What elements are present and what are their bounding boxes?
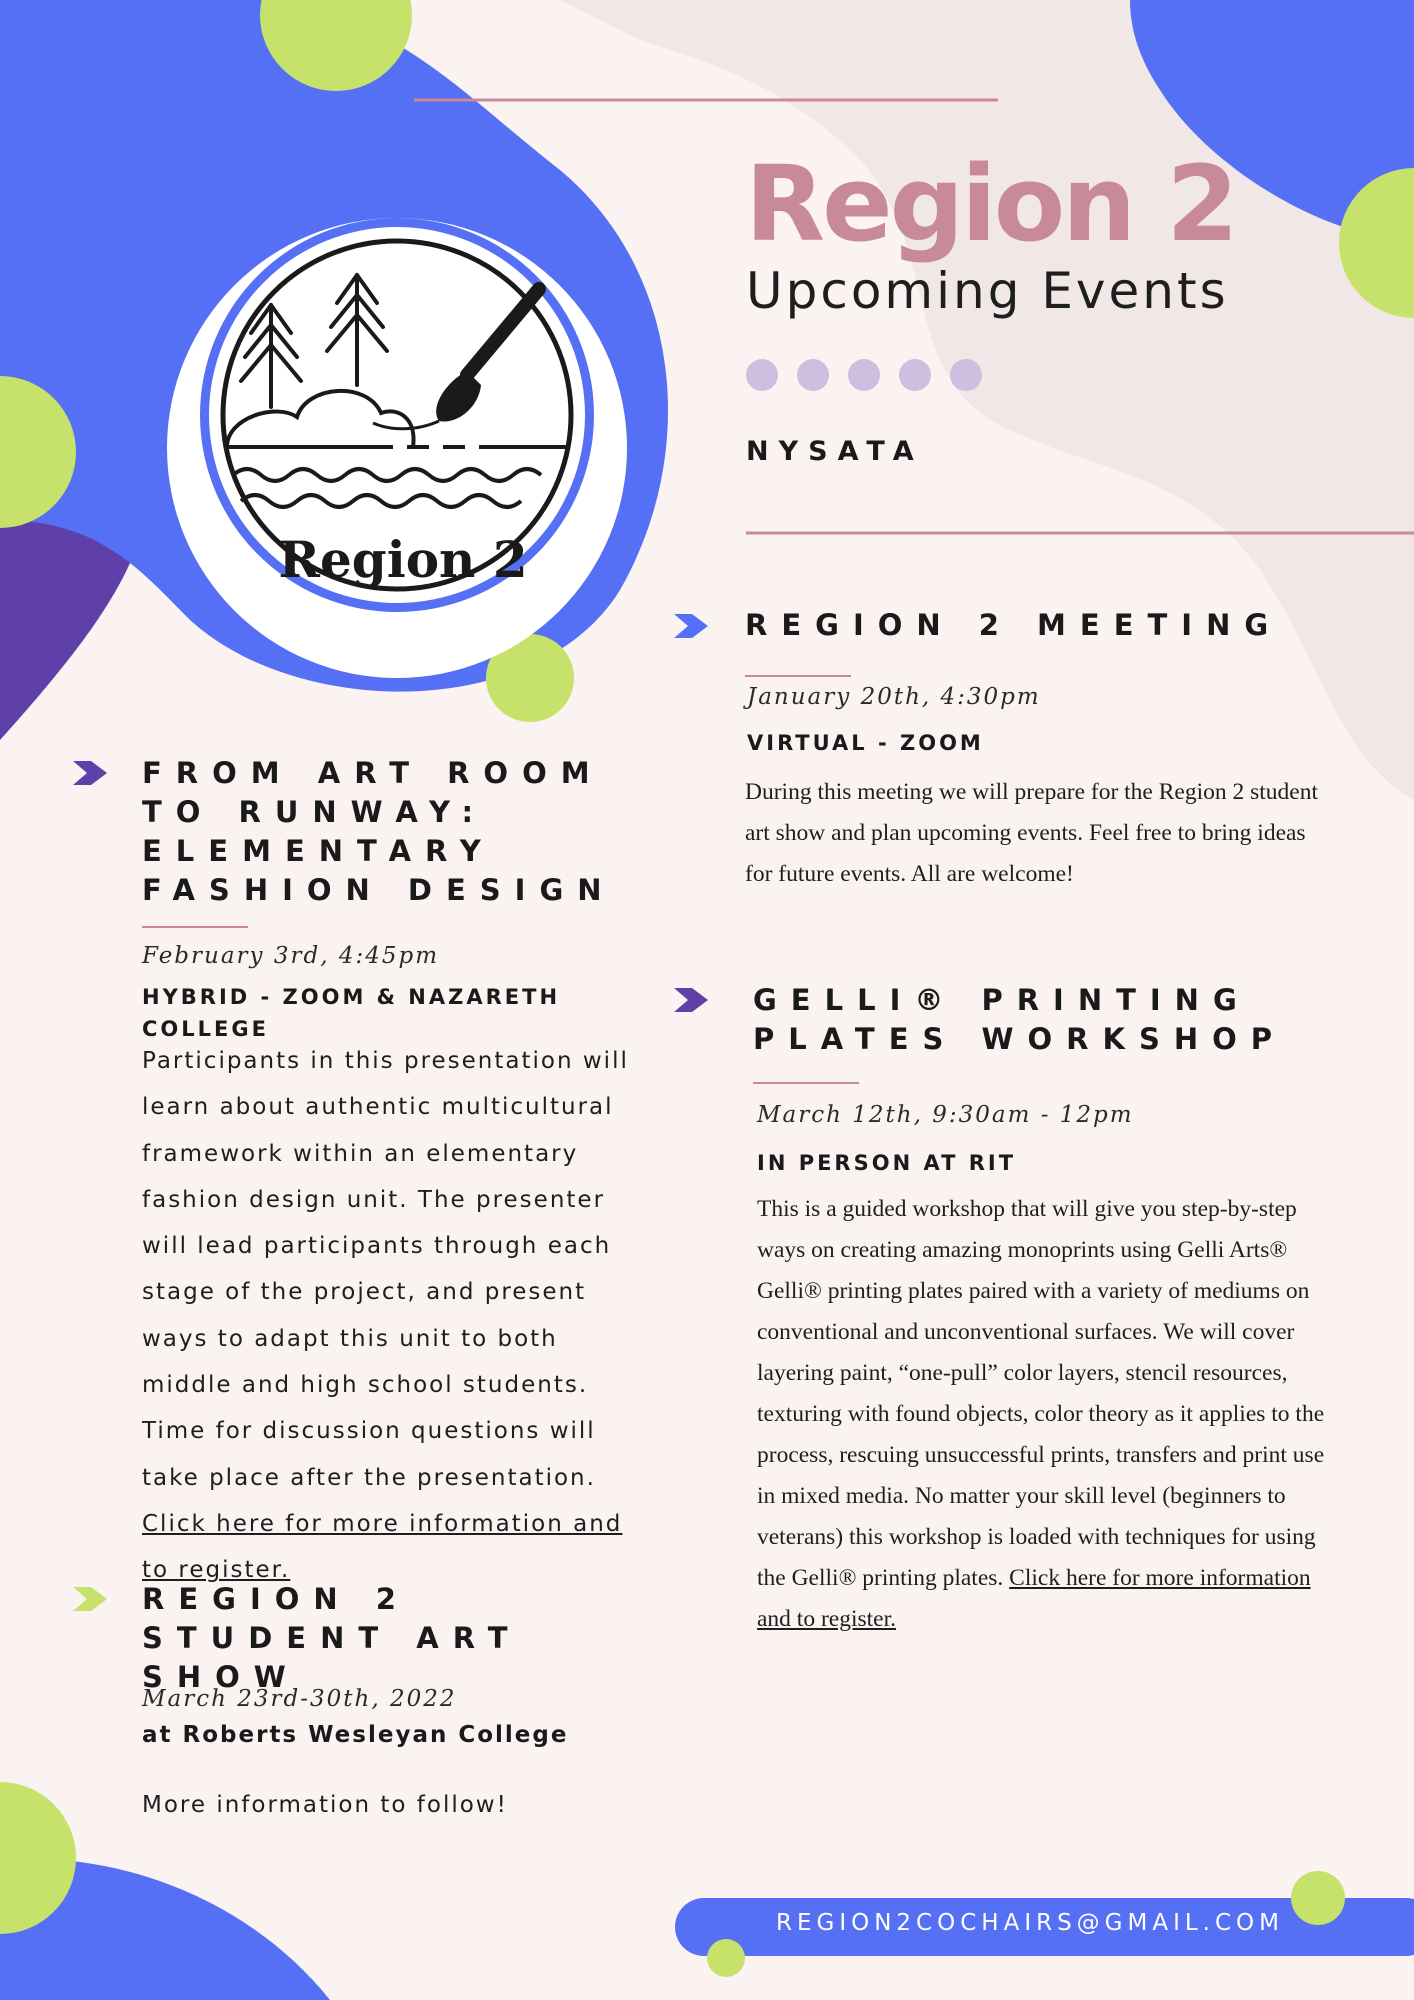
fashion-title: FROM ART ROOM TO RUNWAY: ELEMENTARY FASHION DESIGN xyxy=(142,756,616,907)
art-show-date: March 23rd-30th, 2022 xyxy=(142,1686,457,1712)
fashion-location: HYBRID - ZOOM & NAZARETH COLLEGE xyxy=(142,985,561,1041)
meeting-title: REGION 2 MEETING xyxy=(745,608,1283,642)
gelli-location: IN PERSON AT RIT xyxy=(757,1151,1017,1175)
fashion-description-text: Participants in this presentation will learn about authentic multicultural framework within an elementary fashion design unit. The presenter will lead participants through each stage of the project, and present ways to adapt this unit to both middle and high school students. Time for discussion questions will take place after the presentation. xyxy=(142,1048,629,1491)
gelli-title: GELLI® PRINTING PLATES WORKSHOP xyxy=(753,983,1287,1056)
gelli-register-link[interactable]: Click here for more information and to register. xyxy=(757,1565,1311,1632)
page-subtitle: Upcoming Events xyxy=(746,262,1229,320)
art-show-note: More information to follow! xyxy=(142,1792,508,1818)
contact-email-link[interactable]: REGION2COCHAIRS@GMAIL.COM xyxy=(776,1910,1284,1936)
gelli-date: March 12th, 9:30am - 12pm xyxy=(757,1102,1134,1128)
organization-name: NYSATA xyxy=(746,436,924,467)
art-show-location: at Roberts Wesleyan College xyxy=(142,1722,569,1748)
meeting-date: January 20th, 4:30pm xyxy=(747,684,1041,710)
gelli-description-part1: This is a guided workshop that will give you step-by-step ways on creating amazing monoprints using Gelli Arts® xyxy=(757,1196,1297,1263)
page-title: Region 2 xyxy=(745,143,1236,265)
fashion-register-link[interactable]: Click here for more information and to register. xyxy=(142,1510,623,1584)
logo-text: Region 2 xyxy=(278,530,528,589)
meeting-description: During this meeting we will prepare for the Region 2 student art show and plan upcoming events. Feel free to bring ideas for future events. All are welcome! xyxy=(745,779,1319,887)
meeting-location: VIRTUAL - ZOOM xyxy=(747,731,984,755)
gelli-description-part2: Gelli® printing plates paired with a variety of mediums on conventional and unconventional surfaces. We will cover layering paint, “one-pull” color layers, stencil resources, texturing with found objects, color theory as it applies to the process, rescuing unsuccessful prints, transfers and print use in mixed media. No matter your skill level (beginners to veterans) this workshop is loaded with techniques for using the Gelli® printing plates. xyxy=(757,1278,1325,1591)
art-show-title: REGION 2 STUDENT ART SHOW xyxy=(142,1582,522,1694)
fashion-date: February 3rd, 4:45pm xyxy=(142,943,440,969)
